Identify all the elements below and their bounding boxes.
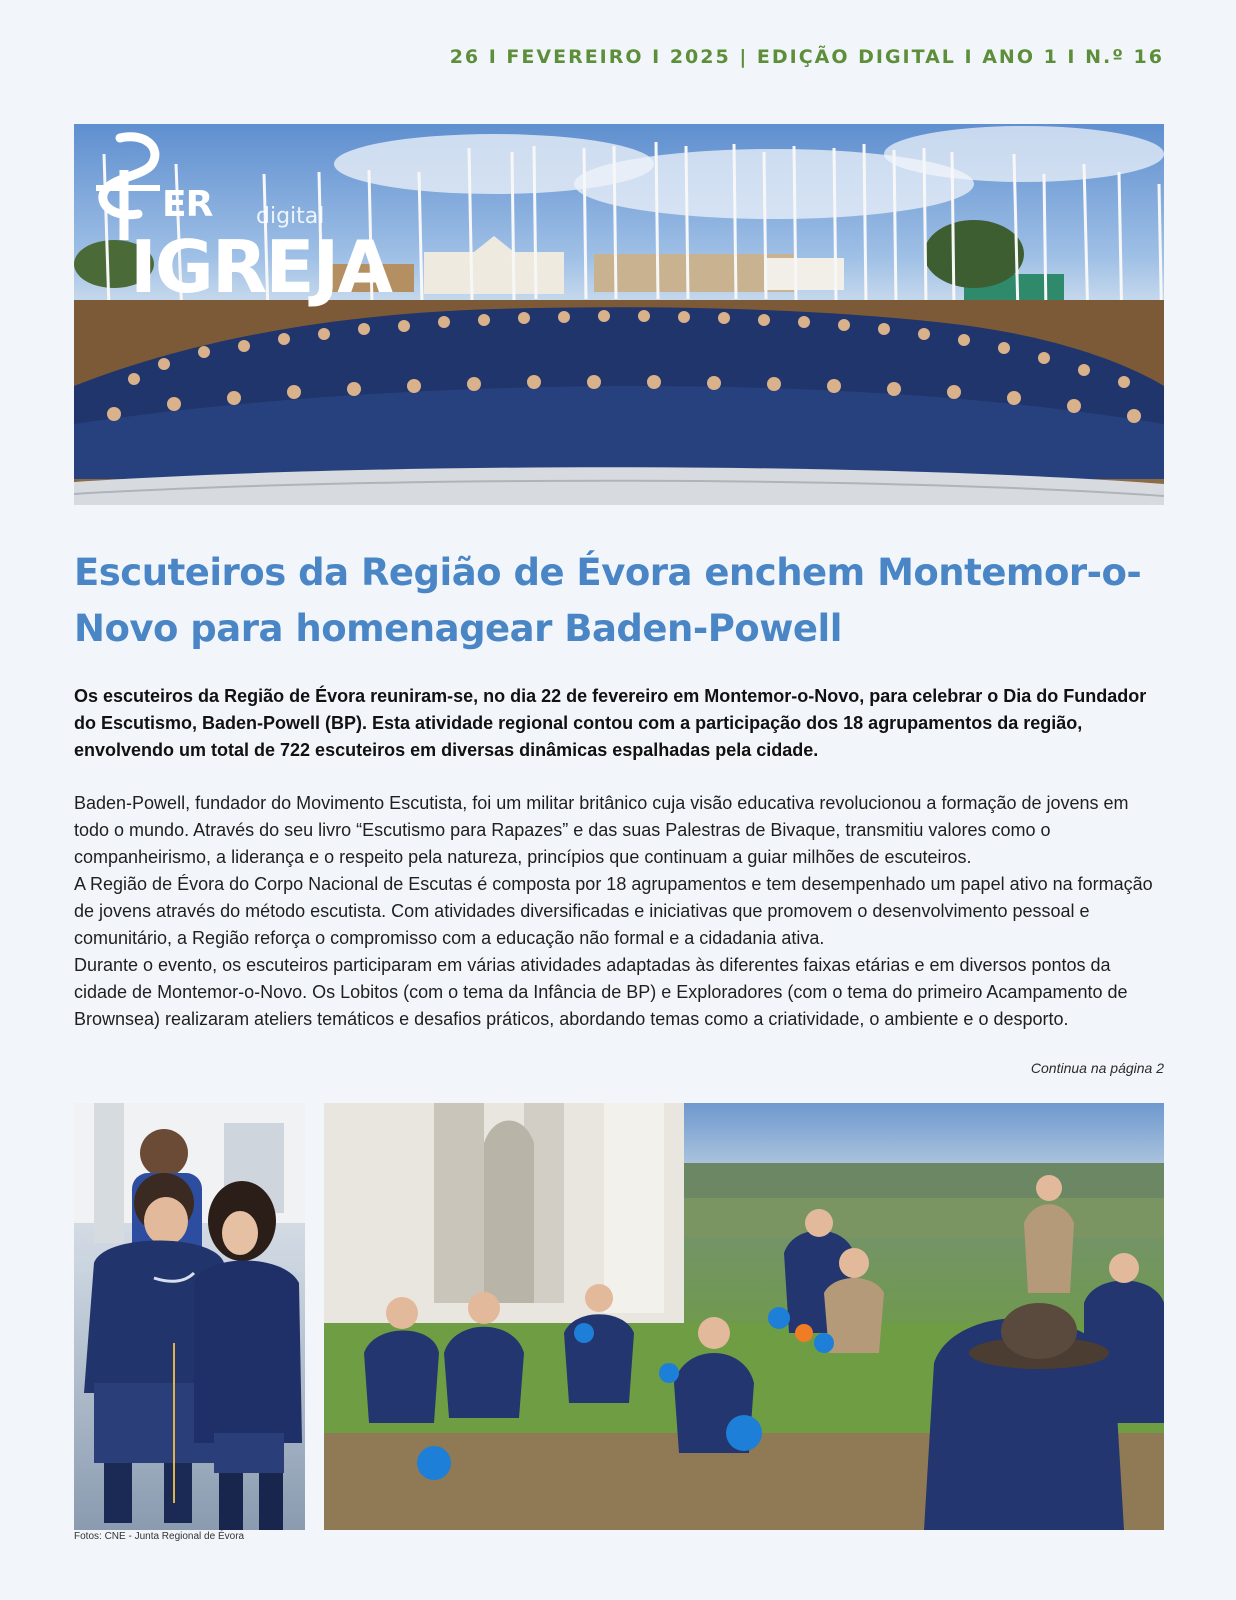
edition-line: 26 I FEVEREIRO I 2025 | EDIÇÃO DIGITAL I ANO 1 I N.º 16 (449, 46, 1164, 68)
photo-left-illustration (74, 1103, 305, 1530)
article-paragraph: Durante o evento, os escuteiros participaram em várias atividades adaptadas às diferentes faixas etárias e em diversos pontos da cidade de Montemor-o-Novo. Os Lobitos (com o tema da Infância de BP) e Exploradores (com o tema do primeiro Acampamento de Brownsea) realizaram ateliers temáticos e desafios práticos, abordando temas como a criatividade, o ambiente e o desporto. (74, 955, 1128, 1029)
article-body (74, 790, 1164, 1033)
logo-mark-icon (90, 130, 170, 240)
photo-credit: Fotos: CNE - Junta Regional de Évora (74, 1531, 245, 1542)
photo-right-illustration (324, 1103, 1164, 1530)
photo-scouts-knot (74, 1103, 305, 1530)
logo-ser-text: ER (162, 184, 213, 225)
article-lead: Os escuteiros da Região de Évora reuniram-se, no dia 22 de fevereiro em Montemor-o-Novo, para celebrar o Dia do Fundador do Escutismo, Baden-Powell (BP). Esta atividade regional contou com a participação dos 18 agrupamentos da região, envolvendo um total de 722 escuteiros em diversas dinâmicas espalhadas pela cidade. (74, 686, 1147, 760)
article-paragraph: A Região de Évora do Corpo Nacional de Escutas é composta por 18 agrupamentos e tem desempenhado um papel ativo na formação de jovens através do método escutista. Com atividades diversificadas e iniciativas que promovem o desenvolvimento pessoal e comunitário, a Região reforça o compromisso com a educação não formal e a cidadania ativa. (74, 874, 1153, 948)
ser-igreja-logo (90, 130, 390, 310)
hero-group-photo (74, 124, 1164, 505)
article-headline: Escuteiros da Região de Évora enchem Montemor-o-Novo para homenagear Baden-Powell (74, 551, 1142, 650)
article-paragraph: Baden-Powell, fundador do Movimento Escutista, foi um militar britânico cuja visão educativa revolucionou a formação de jovens em todo o mundo. Através do seu livro “Escutismo para Rapazes” e das suas Palestras de Bivaque, transmitiu valores como o companheirismo, a liderança e o respeito pela natureza, princípios que continuam a guiar milhões de escuteiros. (74, 793, 1129, 867)
logo-igreja-text: IGREJA (130, 225, 392, 309)
photo-scouts-balloon-game (324, 1103, 1164, 1530)
continue-note: Continua na página 2 (1030, 1060, 1164, 1076)
logo-digital-text: digital (256, 204, 325, 229)
